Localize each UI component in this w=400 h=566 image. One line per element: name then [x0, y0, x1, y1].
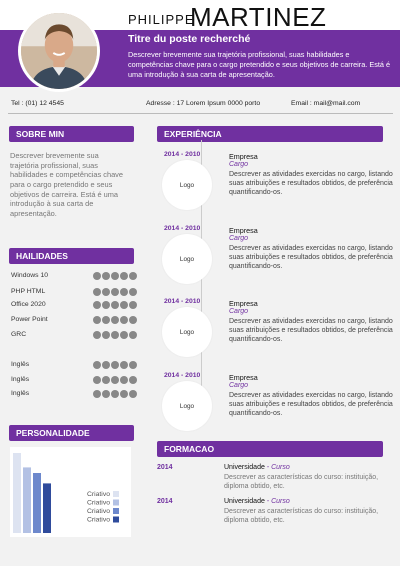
experience-date: 2014 - 2010 — [164, 225, 201, 232]
skill-dot-icon — [102, 316, 110, 324]
skill-name: Windows 10 — [11, 272, 49, 279]
skill-level-dots — [93, 301, 137, 309]
experience-role: Cargo — [229, 235, 249, 242]
skill-name: Inglês — [11, 390, 30, 397]
experience-company: Empresa — [229, 373, 258, 382]
contact-phone: Tel : (01) 12 4545 — [11, 100, 64, 107]
skill-level-dots — [93, 272, 137, 280]
contact-divider — [8, 113, 393, 114]
experience-company: Empresa — [229, 226, 258, 235]
experience-description: Descrever as atividades exercidas no cargo, listando suas atribuições e resultados obtidos, de preferência quantificando-os. — [229, 245, 393, 271]
legend-swatch — [113, 491, 119, 497]
education-year: 2014 — [157, 464, 173, 471]
skill-dot-icon — [120, 301, 128, 309]
skill-dot-icon — [93, 301, 101, 309]
experience-date: 2014 - 2010 — [164, 298, 201, 305]
experience-date: 2014 - 2010 — [164, 372, 201, 379]
about-text: Descrever brevemente sua trajetória profissional, suas habilidades e competências chave para o cargo pretendido e seus objetivos de carreira. Está é uma introdução à sua carta de apresentação. — [10, 151, 123, 218]
legend-label: Criativo — [86, 508, 110, 515]
skill-dot-icon — [102, 272, 110, 280]
skill-row — [11, 288, 136, 298]
skill-dot-icon — [129, 272, 137, 280]
experience-role: Cargo — [229, 382, 249, 389]
education-year: 2014 — [157, 498, 173, 505]
legend-label: Criativo — [86, 499, 110, 507]
skill-dot-icon — [120, 331, 128, 339]
skill-name: Inglês — [11, 376, 30, 383]
skill-row — [11, 316, 136, 326]
skill-dot-icon — [129, 331, 137, 339]
skill-dot-icon — [120, 376, 128, 384]
education-course: Curso — [271, 464, 290, 471]
skill-dot-icon — [129, 390, 137, 398]
contact-email: Email : mail@mail.com — [291, 100, 361, 107]
skill-row — [11, 272, 136, 282]
legend-swatch — [113, 500, 119, 506]
personality-chart-svg — [10, 447, 131, 537]
skill-level-dots — [93, 361, 137, 369]
intro-text: Descrever brevemente sua trajetória profissional, suas habilidades e competências chave para o cargo pretendido e seus objetivos de carreira. Está é uma introdução à sua carta de apresentação. — [128, 50, 391, 79]
skill-dot-icon — [111, 272, 119, 280]
education-description: Descrever as características do curso: instituição, diploma obtido, etc. — [224, 474, 379, 491]
skill-row — [11, 376, 136, 386]
company-logo: Logo — [162, 160, 212, 210]
skill-level-dots — [93, 288, 137, 296]
skill-dot-icon — [111, 331, 119, 339]
skill-dot-icon — [120, 288, 128, 296]
experience-description: Descrever as atividades exercidas no cargo, listando suas atribuições e resultados obtidos, de preferência quantificando-os. — [229, 171, 393, 197]
legend-label: Criativo — [86, 516, 110, 524]
education-school: Universidade — [224, 498, 265, 505]
about-section-header: SOBRE MIN — [9, 126, 134, 142]
legend-swatch — [113, 517, 119, 523]
person-photo-icon — [21, 13, 97, 89]
skill-dot-icon — [129, 316, 137, 324]
chart-bar — [23, 467, 31, 533]
skill-row — [11, 361, 136, 371]
skills-section-header: HAILIDADES — [9, 248, 134, 264]
skill-dot-icon — [120, 272, 128, 280]
skill-dot-icon — [111, 390, 119, 398]
skill-dot-icon — [129, 288, 137, 296]
skill-dot-icon — [129, 301, 137, 309]
experience-description: Descrever as atividades exercidas no cargo, listando suas atribuições e resultados obtidos, de preferência quantificando-os. — [229, 392, 393, 418]
skill-dot-icon — [120, 361, 128, 369]
skill-name: Inglês — [11, 361, 30, 368]
skill-dot-icon — [102, 361, 110, 369]
skill-dot-icon — [120, 316, 128, 324]
education-title — [224, 464, 290, 471]
personality-section-header: PERSONALIDADE — [9, 425, 134, 441]
experience-role: Cargo — [229, 161, 249, 168]
skill-name: GRC — [11, 331, 27, 338]
chart-bar — [13, 453, 21, 533]
experience-description: Descrever as atividades exercidas no cargo, listando suas atribuições e resultados obtidos, de preferência quantificando-os. — [229, 318, 393, 344]
skill-dot-icon — [93, 331, 101, 339]
skill-dot-icon — [111, 301, 119, 309]
company-logo: Logo — [162, 307, 212, 357]
education-school: Universidade — [224, 464, 265, 471]
skill-dot-icon — [129, 376, 137, 384]
company-logo: Logo — [162, 234, 212, 284]
legend-swatch — [113, 508, 119, 514]
skill-level-dots — [93, 376, 137, 384]
skill-dot-icon — [102, 331, 110, 339]
chart-bar — [43, 483, 51, 533]
last-name: MARTINEZ — [190, 2, 327, 32]
education-course: Curso — [271, 498, 290, 505]
skill-dot-icon — [129, 361, 137, 369]
skill-level-dots — [93, 316, 137, 324]
skill-dot-icon — [102, 301, 110, 309]
skill-dot-icon — [111, 316, 119, 324]
chart-bar — [33, 473, 41, 533]
skill-dot-icon — [111, 376, 119, 384]
skill-row — [11, 301, 136, 311]
skill-dot-icon — [93, 361, 101, 369]
header — [0, 0, 400, 95]
skill-level-dots — [93, 390, 137, 398]
experience-role: Cargo — [229, 308, 249, 315]
company-logo: Logo — [162, 381, 212, 431]
skill-dot-icon — [120, 390, 128, 398]
skill-level-dots — [93, 331, 137, 339]
skill-name: Office 2020 — [11, 301, 46, 308]
skill-name: PHP HTML — [11, 288, 46, 295]
skill-dot-icon — [93, 376, 101, 384]
experience-section-header: EXPERIÊNCIA — [157, 126, 383, 142]
education-description: Descrever as características do curso: instituição, diploma obtido, etc. — [224, 508, 379, 525]
experience-date: 2014 - 2010 — [164, 151, 201, 158]
skill-dot-icon — [111, 288, 119, 296]
job-title: Titre du poste recherché — [128, 33, 251, 45]
skill-row — [11, 331, 136, 341]
skill-dot-icon — [102, 376, 110, 384]
experience-company: Empresa — [229, 299, 258, 308]
education-section-header: FORMACAO — [157, 441, 383, 457]
contact-address: Adresse : 17 Lorem Ipsum 0000 porto — [146, 100, 261, 107]
profile-photo — [18, 10, 100, 92]
skill-name: Power Point — [11, 316, 48, 323]
education-separator: - — [264, 464, 272, 471]
skill-dot-icon — [102, 288, 110, 296]
skill-dot-icon — [93, 288, 101, 296]
education-separator: - — [264, 498, 272, 505]
skill-dot-icon — [93, 390, 101, 398]
personality-chart — [10, 447, 131, 537]
skill-dot-icon — [93, 272, 101, 280]
first-name: PHILIPPE — [128, 12, 195, 27]
experience-company: Empresa — [229, 152, 258, 161]
skill-dot-icon — [102, 390, 110, 398]
skill-dot-icon — [93, 316, 101, 324]
education-title — [224, 498, 290, 505]
skill-row — [11, 390, 136, 400]
legend-label: Criativo — [86, 491, 110, 498]
skill-dot-icon — [111, 361, 119, 369]
